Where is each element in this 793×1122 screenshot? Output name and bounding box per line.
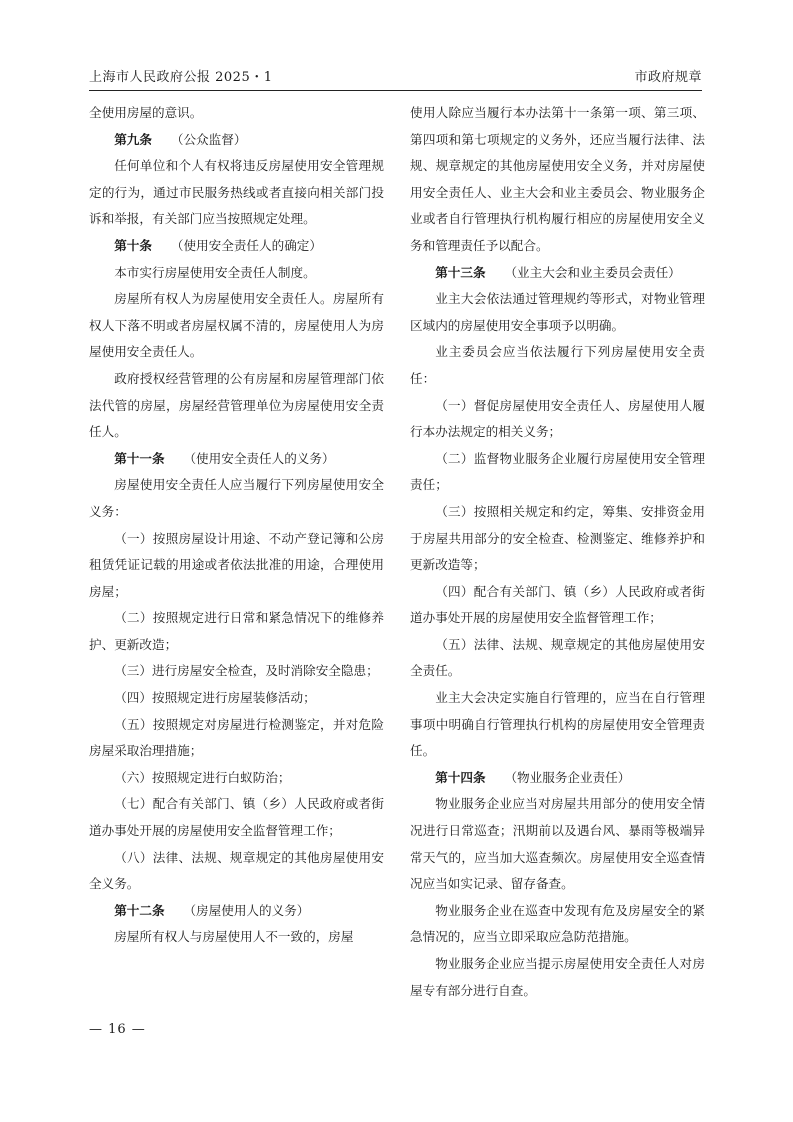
body-paragraph: （一）督促房屋使用安全责任人、房屋使用人履行本办法规定的相关义务； — [410, 397, 705, 440]
body-paragraph: 房屋使用安全责任人应当履行下列房屋使用安全义务： — [89, 477, 384, 519]
body-paragraph: 物业服务企业在巡查中发现有危及房屋安全的紧急情况的，应当立即采取应急防范措施。 — [410, 902, 705, 945]
article-title: （物业服务企业责任） — [504, 769, 631, 785]
body-paragraph: （三）进行房屋安全检查，及时消除安全隐患； — [114, 663, 379, 679]
right-text-column — [410, 100, 705, 1004]
article-number: 第十条 — [114, 237, 152, 253]
article-heading — [89, 898, 384, 925]
article-number: 第十三条 — [435, 264, 486, 280]
body-paragraph: 业主大会依法通过管理规约等形式，对物业管理区域内的房屋使用安全事项予以明确。 — [410, 291, 705, 333]
body-paragraph: （四）配合有关部门、镇（乡）人民政府或者街道办事处开展的房屋使用安全监督管理工作； — [410, 583, 705, 626]
article-title: （业主大会和业主委员会责任） — [504, 264, 681, 280]
running-header-section: 市政府规章 — [634, 70, 702, 85]
article-heading — [89, 233, 384, 260]
body-paragraph: （六）按照规定进行白蚁防治； — [114, 769, 291, 785]
body-paragraph: 政府授权经营管理的公有房屋和房屋管理部门依法代管的房屋，房屋经营管理单位为房屋使用安全责任人。 — [89, 370, 384, 440]
body-paragraph: （四）按照规定进行房屋装修活动； — [114, 690, 316, 706]
body-paragraph: （五）法律、法规、规章规定的其他房屋使用安全责任。 — [410, 636, 705, 679]
body-paragraph: 物业服务企业应当提示房屋使用安全责任人对房屋专有部分进行自查。 — [410, 956, 705, 998]
article-heading — [410, 260, 705, 287]
article-number: 第十四条 — [435, 769, 486, 785]
body-paragraph: （五）按照规定对房屋进行检测鉴定，并对危险房屋采取治理措施； — [89, 716, 384, 759]
body-paragraph: （一）按照房屋设计用途、不动产登记簿和公房租赁凭证记载的用途或者依法批准的用途，合理使用房屋； — [89, 530, 384, 599]
article-heading — [89, 127, 384, 154]
body-paragraph: 房屋所有权人与房屋使用人不一致的，房屋 — [114, 929, 354, 945]
article-title: （公众监督） — [170, 131, 247, 147]
body-paragraph: （三）按照相关规定和约定，筹集、安排资金用于房屋共用部分的安全检查、检测鉴定、维修养护和更新改造等； — [410, 503, 705, 573]
page-number: — 16 — — [89, 1022, 146, 1037]
body-paragraph: 使用人除应当履行本办法第十一条第一项、第三项、第四项和第七项规定的义务外，还应当履行法律、法规、规章规定的其他房屋使用安全义务，并对房屋使用安全责任人、业主大会和业主委员会、物业服务企业或者自行管理执行机构履行相应的房屋使用安全义务和管理责任予以配合。 — [410, 105, 705, 253]
article-title: （使用安全责任人的义务） — [183, 450, 335, 466]
body-paragraph: 房屋所有权人为房屋使用安全责任人。房屋所有权人下落不明或者房屋权属不清的，房屋使用人为房屋使用安全责任人。 — [89, 291, 384, 360]
body-paragraph: （二）监督物业服务企业履行房屋使用安全管理责任； — [410, 450, 705, 493]
body-paragraph: 业主大会决定实施自行管理的，应当在自行管理事项中明确自行管理执行机构的房屋使用安全管理责任。 — [410, 690, 705, 759]
body-paragraph: （八）法律、法规、规章规定的其他房屋使用安全义务。 — [89, 849, 384, 892]
article-heading — [89, 446, 384, 473]
body-paragraph: 全使用房屋的意识。 — [89, 105, 203, 120]
body-paragraph: 物业服务企业应当对房屋共用部分的使用安全情况进行日常巡查；汛期前以及遇台风、暴雨等极端异常天气的，应当加大巡查频次。房屋使用安全巡查情况应当如实记录、留存备查。 — [410, 796, 705, 892]
body-paragraph: （七）配合有关部门、镇（乡）人民政府或者街道办事处开展的房屋使用安全监督管理工作； — [89, 796, 384, 839]
article-title: （使用安全责任人的确定） — [170, 237, 322, 253]
article-number: 第十一条 — [114, 450, 165, 466]
body-paragraph: 本市实行房屋使用安全责任人制度。 — [114, 264, 316, 280]
left-text-column — [89, 100, 384, 951]
article-number: 第十二条 — [114, 902, 165, 918]
body-paragraph: 任何单位和个人有权将违反房屋使用安全管理规定的行为，通过市民服务热线或者直接向相关部门投诉和举报，有关部门应当按照规定处理。 — [89, 158, 384, 227]
body-paragraph: 业主委员会应当依法履行下列房屋使用安全责任： — [410, 344, 705, 386]
article-heading — [410, 765, 705, 792]
header-divider — [89, 90, 702, 91]
running-header-title: 上海市人民政府公报 2025・1 — [89, 70, 273, 85]
article-number: 第九条 — [114, 131, 152, 147]
article-title: （房屋使用人的义务） — [183, 902, 310, 918]
body-paragraph: （二）按照规定进行日常和紧急情况下的维修养护、更新改造； — [89, 610, 384, 652]
